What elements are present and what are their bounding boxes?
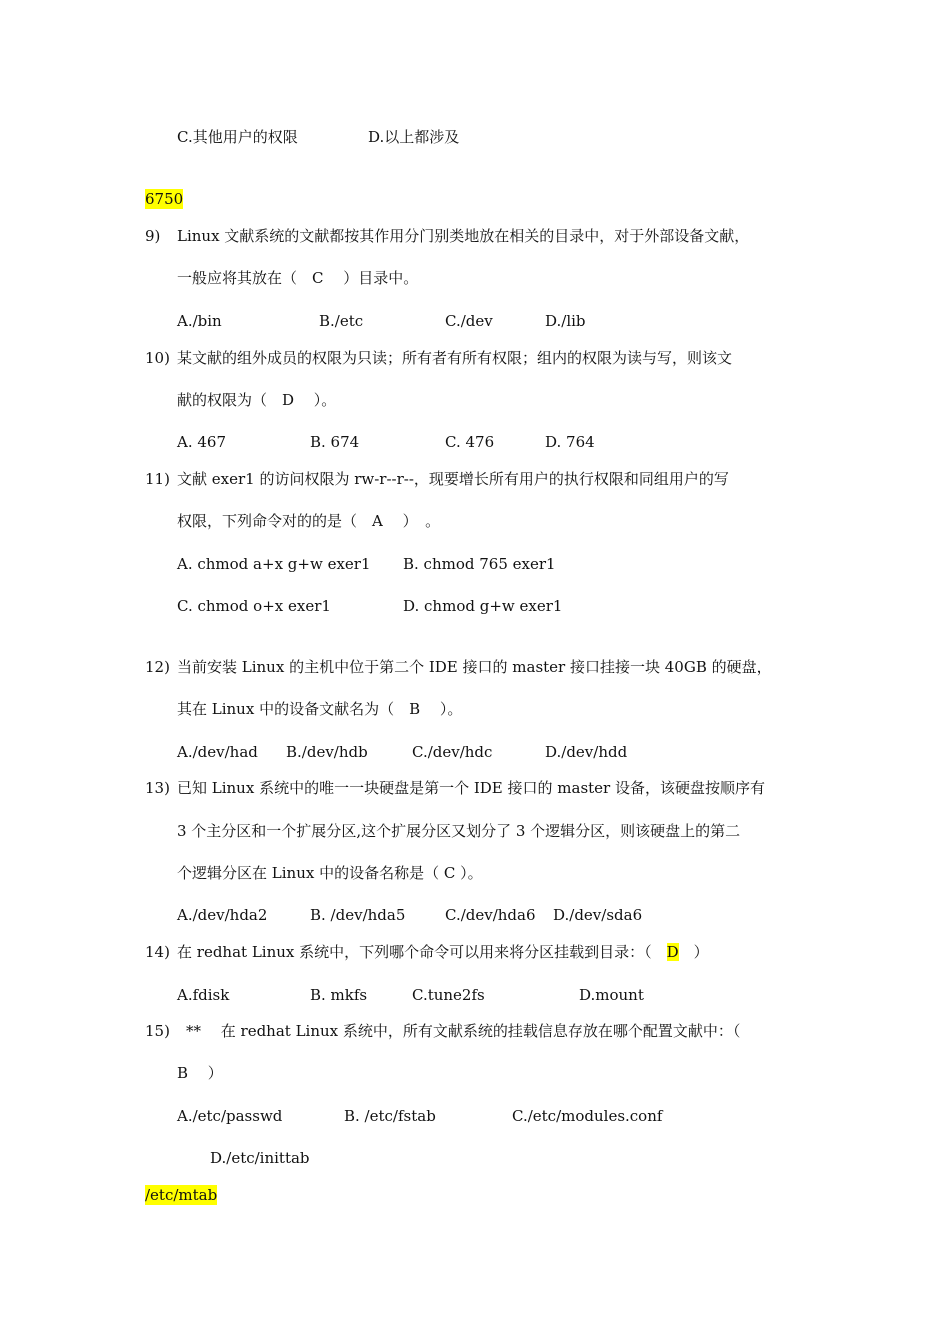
highlighted-answer: D [666,943,679,961]
question-text: 当前安装 Linux 的主机中位于第二个 IDE 接口的 master 接口挂接一块 40GB 的硬盘， [177,658,772,676]
answer-option: D./lib [545,312,586,330]
option-d: D.以上都涉及 [368,128,460,146]
question-number: 12) [145,658,170,676]
answer-option: C.tune2fs [412,986,485,1004]
question-text-before: 在 redhat Linux 系统中，下列哪个命令可以用来将分区挂载到目录：（ [177,943,667,961]
question-number: 13) [145,779,170,797]
answer-option: D. chmod g+w exer1 [403,597,563,615]
question-number: 9) [145,227,161,245]
answer-option: B. 674 [310,433,360,451]
answer-option: D. 764 [545,433,595,451]
answer-option: A.fdisk [177,986,230,1004]
answer-option: C./dev/hda6 [445,906,536,924]
answer-option: B./etc [319,312,364,330]
answer-option: D./etc/inittab [210,1149,310,1167]
question-text: 一般应将其放在（ C ）目录中。 [177,269,419,287]
question-number: 14) [145,943,170,961]
answer-option: B. /etc/fstab [344,1107,436,1125]
question-number: 10) [145,349,170,367]
question-text: Linux 文献系统的文献都按其作用分门别类地放在相关的目录中，对于外部设备文献， [177,227,750,245]
answer-option: A. 467 [177,433,226,451]
question-text: 权限，下列命令对的的是（ A ） 。 [177,512,441,530]
answer-option: A. chmod a+x g+w exer1 [177,555,371,573]
question-text [177,942,709,962]
answer-option: D.mount [579,986,644,1004]
question-text: 个逻辑分区在 Linux 中的设备名称是（ C ）。 [177,864,483,882]
question-text: 其在 Linux 中的设备文献名为（ B ）。 [177,700,463,718]
question-text-after: ） [678,943,709,961]
question-text: 某文献的组外成员的权限为只读；所有者有所有权限；组内的权限为读与写，则该文 [177,349,733,367]
question-text: 已知 Linux 系统中的唯一一块硬盘是第一个 IDE 接口的 master 设备，该硬盘按顺序有 [177,779,765,797]
answer-option: A./dev/had [177,743,258,761]
answer-option: C./etc/modules.conf [512,1107,663,1125]
option-c: C.其他用户的权限 [177,128,298,146]
answer-option: A./dev/hda2 [177,906,268,924]
question-text: B ） [177,1064,223,1082]
answer-option: A./etc/passwd [177,1107,283,1125]
question-number: 15) [145,1022,170,1040]
question-text: 3 个主分区和一个扩展分区,这个扩展分区又划分了 3 个逻辑分区，则该硬盘上的第二 [177,822,741,840]
question-text: ** 在 redhat Linux 系统中，所有文献系统的挂载信息存放在哪个配置文献中：（ [186,1022,741,1040]
answer-option: B./dev/hdb [286,743,368,761]
answer-option: C./dev/hdc [412,743,493,761]
answer-option: B. /dev/hda5 [310,906,406,924]
question-text: 献的权限为（ D ）。 [177,391,337,409]
answer-option: B. mkfs [310,986,368,1004]
answer-option: C. chmod o+x exer1 [177,597,331,615]
answer-option: D./dev/hdd [545,743,628,761]
highlighted-note: /etc/mtab [145,1186,218,1204]
answer-option: A./bin [177,312,222,330]
question-text: 文献 exer1 的访问权限为 rw-r--r--，现要增长所有用户的执行权限和同组用户的写 [177,470,729,488]
question-number: 11) [145,470,170,488]
answer-option: D./dev/sda6 [553,906,643,924]
answer-option: B. chmod 765 exer1 [403,555,556,573]
answer-option: C. 476 [445,433,495,451]
answer-option: C./dev [445,312,493,330]
highlighted-note: 6750 [145,190,184,208]
